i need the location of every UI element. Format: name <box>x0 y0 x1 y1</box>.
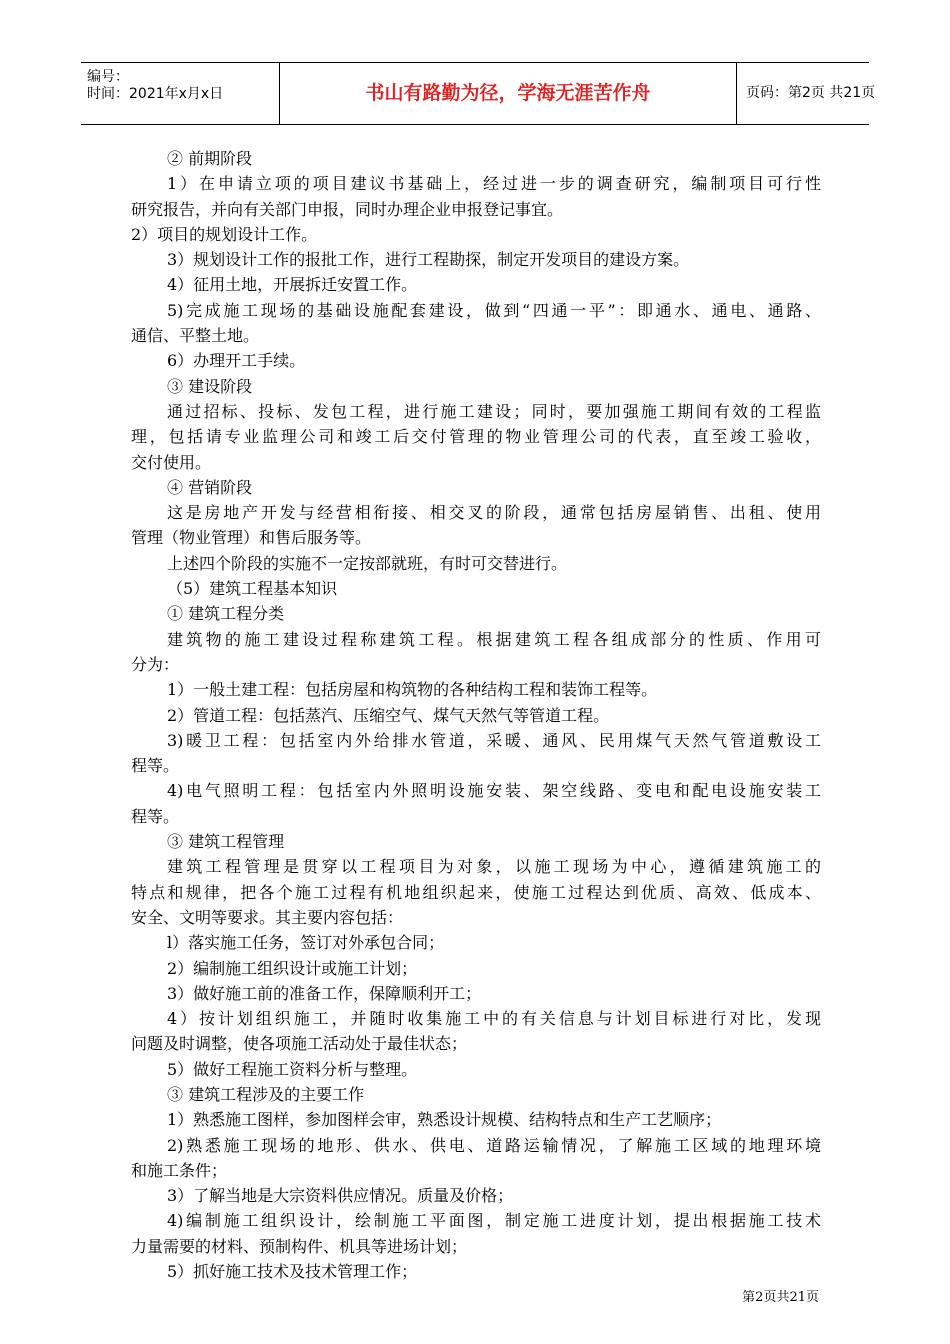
section-heading: ① 建筑工程分类 <box>167 604 285 624</box>
paragraph-line: l）落实施工任务，签订对外承包合同； <box>167 933 445 953</box>
paragraph-line: 1）在申请立项的项目建议书基础上，经过进一步的调查研究，编制项目可行性 <box>167 174 821 194</box>
paragraph-line: 问题及时调整，使各项施工活动处于最佳状态； <box>131 1034 468 1054</box>
section-heading: ③ 建筑工程涉及的主要工作 <box>167 1084 365 1104</box>
paragraph-line: 3）规划设计工作的报批工作，进行工程勘探，制定开发项目的建设方案。 <box>167 250 690 270</box>
paragraph-line: 2）编制施工组织设计或施工计划； <box>167 958 418 978</box>
paragraph-line: 特点和规律，把各个施工过程有机地组织起来，使施工过程达到优质、高效、低成本、 <box>131 882 821 902</box>
page-number-label: 页码：第2页 共21页 <box>746 85 876 101</box>
paragraph-line: 2）项目的规划设计工作。 <box>131 224 318 244</box>
paragraph-line: 上述四个阶段的实施不一定按部就班，有时可交替进行。 <box>167 553 568 573</box>
paragraph-line: 研究报告，并向有关部门申报，同时办理企业申报登记事宜。 <box>131 199 564 219</box>
header-motto-cell <box>279 63 737 124</box>
paragraph-line: 1）一般土建工程：包括房屋和构筑物的各种结构工程和装饰工程等。 <box>167 680 658 700</box>
paragraph-line: 5）做好工程施工资料分析与整理。 <box>167 1059 418 1079</box>
paragraph-line: 5）抓好施工技术及技术管理工作； <box>167 1262 418 1282</box>
section-heading: ② 前期阶段 <box>167 149 253 168</box>
paragraph-line: 4)编制施工组织设计，绘制施工平面图，制定施工进度计划，提出根据施工技术 <box>167 1211 821 1231</box>
paragraph-line: 建筑物的施工建设过程称建筑工程。根据建筑工程各组成部分的性质、作用可 <box>167 629 821 649</box>
motto: 书山有路勤为径，学海无涯苦作舟 <box>365 82 651 104</box>
number-label: 编号： <box>87 69 129 85</box>
paragraph-line: 6）办理开工手续。 <box>167 351 306 371</box>
paragraph-line: 程等。 <box>131 756 180 776</box>
paragraph-line: 3)暖卫工程：包括室内外给排水管道，采暖、通风、民用煤气天然气管道敷设工 <box>167 730 821 750</box>
paragraph-line: 交付使用。 <box>131 452 212 472</box>
section-heading: ③ 建筑工程管理 <box>167 832 285 852</box>
paragraph-line: 理，包括请专业监理公司和竣工后交付管理的物业管理公司的代表，直至竣工验收， <box>131 427 821 447</box>
paragraph-line: 和施工条件； <box>131 1160 228 1180</box>
paragraph-line: 5)完成施工现场的基础设施配套建设，做到“四通一平”：即通水、通电、通路、 <box>167 300 821 320</box>
paragraph-line: 力量需要的材料、预制构件、机具等进场计划； <box>131 1236 468 1256</box>
page-header <box>81 62 876 125</box>
section-heading: （5）建筑工程基本知识 <box>167 579 338 599</box>
paragraph-line: 这是房地产开发与经营相衔接、相交叉的阶段，通常包括房屋销售、出租、使用 <box>167 503 821 523</box>
header-right-cell <box>736 63 876 124</box>
section-heading: ③ 建设阶段 <box>167 376 253 396</box>
paragraph-line: 分为： <box>131 654 180 674</box>
paragraph-line: 通过招标、投标、发包工程，进行施工建设；同时，要加强施工期间有效的工程监 <box>167 401 821 421</box>
paragraph-line: 2）管道工程：包括蒸汽、压缩空气、煤气天然气等管道工程。 <box>167 705 610 725</box>
paragraph-line: 1）熟悉施工图样，参加图样会审，熟悉设计规模、结构特点和生产工艺顺序； <box>167 1110 722 1130</box>
document-body <box>131 146 821 1284</box>
section-heading: ④ 营销阶段 <box>167 477 253 497</box>
paragraph-line: 管理（物业管理）和售后服务等。 <box>131 528 372 548</box>
paragraph-line: 2)熟悉施工现场的地形、供水、供电、道路运输情况，了解施工区域的地理环境 <box>167 1135 821 1155</box>
header-left-cell <box>81 63 279 124</box>
paragraph-line: 3）做好施工前的准备工作，保障顺利开工； <box>167 983 482 1003</box>
paragraph-line: 通信、平整土地。 <box>131 326 260 346</box>
paragraph-line: 3）了解当地是大宗资料供应情况。质量及价格； <box>167 1186 514 1206</box>
paragraph-line: 4)电气照明工程：包括室内外照明设施安装、架空线路、变电和配电设施安装工 <box>167 781 821 801</box>
paragraph-line: 安全、文明等要求。其主要内容包括： <box>131 907 404 927</box>
paragraph-line: 建筑工程管理是贯穿以工程项目为对象，以施工现场为中心，遵循建筑施工的 <box>167 857 821 877</box>
paragraph-line: 程等。 <box>131 806 180 826</box>
date-label: 时间：2021年x月x日 <box>87 86 224 102</box>
page-footer: 第2页共21页 <box>742 1290 819 1305</box>
paragraph-line: 4）征用土地，开展拆迁安置工作。 <box>167 275 418 295</box>
paragraph-line: 4）按计划组织施工，并随时收集施工中的有关信息与计划目标进行对比，发现 <box>167 1009 821 1029</box>
